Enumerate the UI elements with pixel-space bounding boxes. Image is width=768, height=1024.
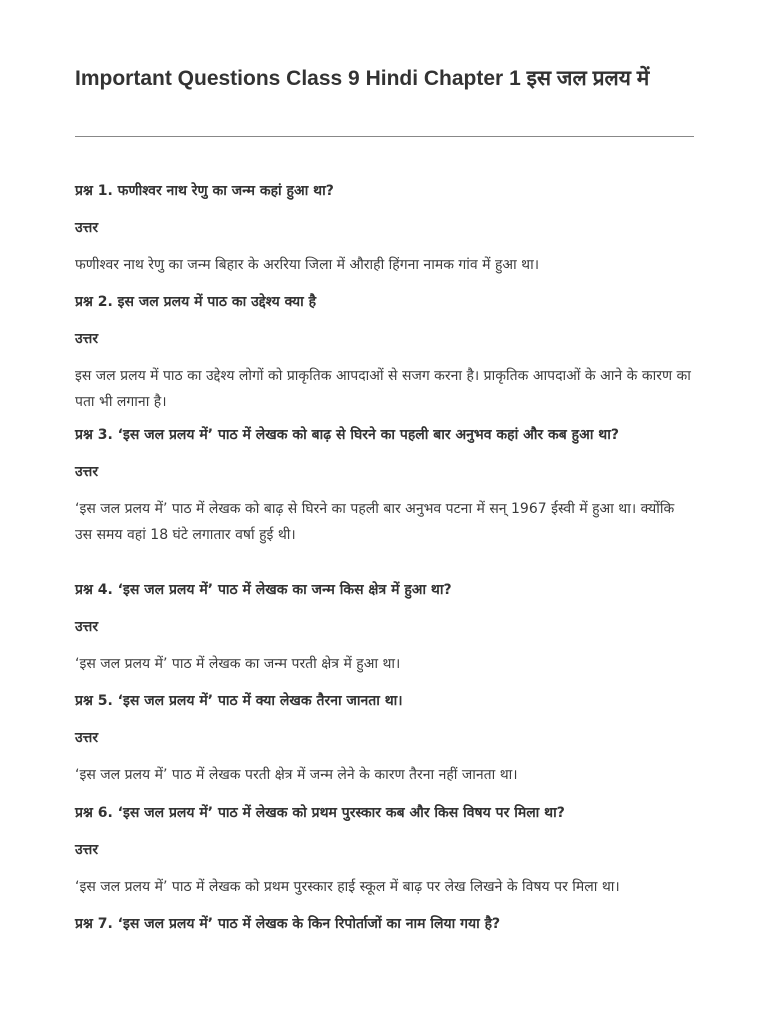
- answer-4: ‘इस जल प्रलय में’ पाठ में लेखक का जन्म परती क्षेत्र में हुआ था।: [75, 656, 401, 672]
- qa-item-4: [75, 577, 695, 677]
- answer-label-4: उत्तर: [75, 619, 99, 635]
- answer-label-6: उत्तर: [75, 842, 99, 858]
- qa-item-2: [75, 289, 695, 415]
- answer-3: ‘इस जल प्रलय में’ पाठ में लेखक को बाढ़ से घिरने का पहली बार अनुभव पटना में सन् 1967 ईस्वी में हुआ था। क्योंकि उस समय वहां 18 घंटे लगातार वर्षा हुई थी।: [75, 501, 675, 543]
- answer-label-3: उत्तर: [75, 464, 99, 480]
- question-1: प्रश्न 1. फणीश्वर नाथ रेणु का जन्म कहां हुआ था?: [75, 183, 334, 199]
- question-7: प्रश्न 7. ‘इस जल प्रलय में’ पाठ में लेखक के किन रिपोर्ताजों का नाम लिया गया है?: [75, 916, 501, 932]
- question-4: प्रश्न 4. ‘इस जल प्रलय में’ पाठ में लेखक का जन्म किस क्षेत्र में हुआ था?: [75, 582, 452, 598]
- answer-1: फणीश्वर नाथ रेणु का जन्म बिहार के अररिया जिला में औराही हिंगना नामक गांव में हुआ था।: [75, 257, 540, 273]
- qa-item-6: [75, 800, 695, 900]
- question-5: प्रश्न 5. ‘इस जल प्रलय में’ पाठ में क्या लेखक तैरना जानता था।: [75, 693, 403, 709]
- qa-item-5: [75, 688, 695, 788]
- answer-label-5: उत्तर: [75, 730, 99, 746]
- qa-item-3: [75, 422, 695, 548]
- qa-item-1: [75, 178, 695, 278]
- page-title: Important Questions Class 9 Hindi Chapter 1 इस जल प्रलय में: [75, 67, 650, 90]
- answer-6: ‘इस जल प्रलय में’ पाठ में लेखक को प्रथम पुरस्कार हाई स्कूल में बाढ़ पर लेख लिखने के विषय पर मिला था।: [75, 879, 620, 895]
- answer-label-2: उत्तर: [75, 331, 99, 347]
- answer-label-1: उत्तर: [75, 220, 99, 236]
- qa-item-7: [75, 911, 695, 937]
- question-2: प्रश्न 2. इस जल प्रलय में पाठ का उद्देश्य क्या है: [75, 294, 317, 310]
- answer-5: ‘इस जल प्रलय में’ पाठ में लेखक परती क्षेत्र में जन्म लेने के कारण तैरना नहीं जानता था।: [75, 767, 518, 783]
- answer-2: इस जल प्रलय में पाठ का उद्देश्य लोगों को प्राकृतिक आपदाओं से सजग करना है। प्राकृतिक आपदाओं के आने के कारण का पता भी लगाना है।: [75, 368, 691, 410]
- title-divider: [75, 136, 694, 137]
- question-3: प्रश्न 3. ‘इस जल प्रलय में’ पाठ में लेखक को बाढ़ से घिरने का पहली बार अनुभव कहां और कब हुआ था?: [75, 427, 619, 443]
- question-6: प्रश्न 6. ‘इस जल प्रलय में’ पाठ में लेखक को प्रथम पुरस्कार कब और किस विषय पर मिला था?: [75, 805, 565, 821]
